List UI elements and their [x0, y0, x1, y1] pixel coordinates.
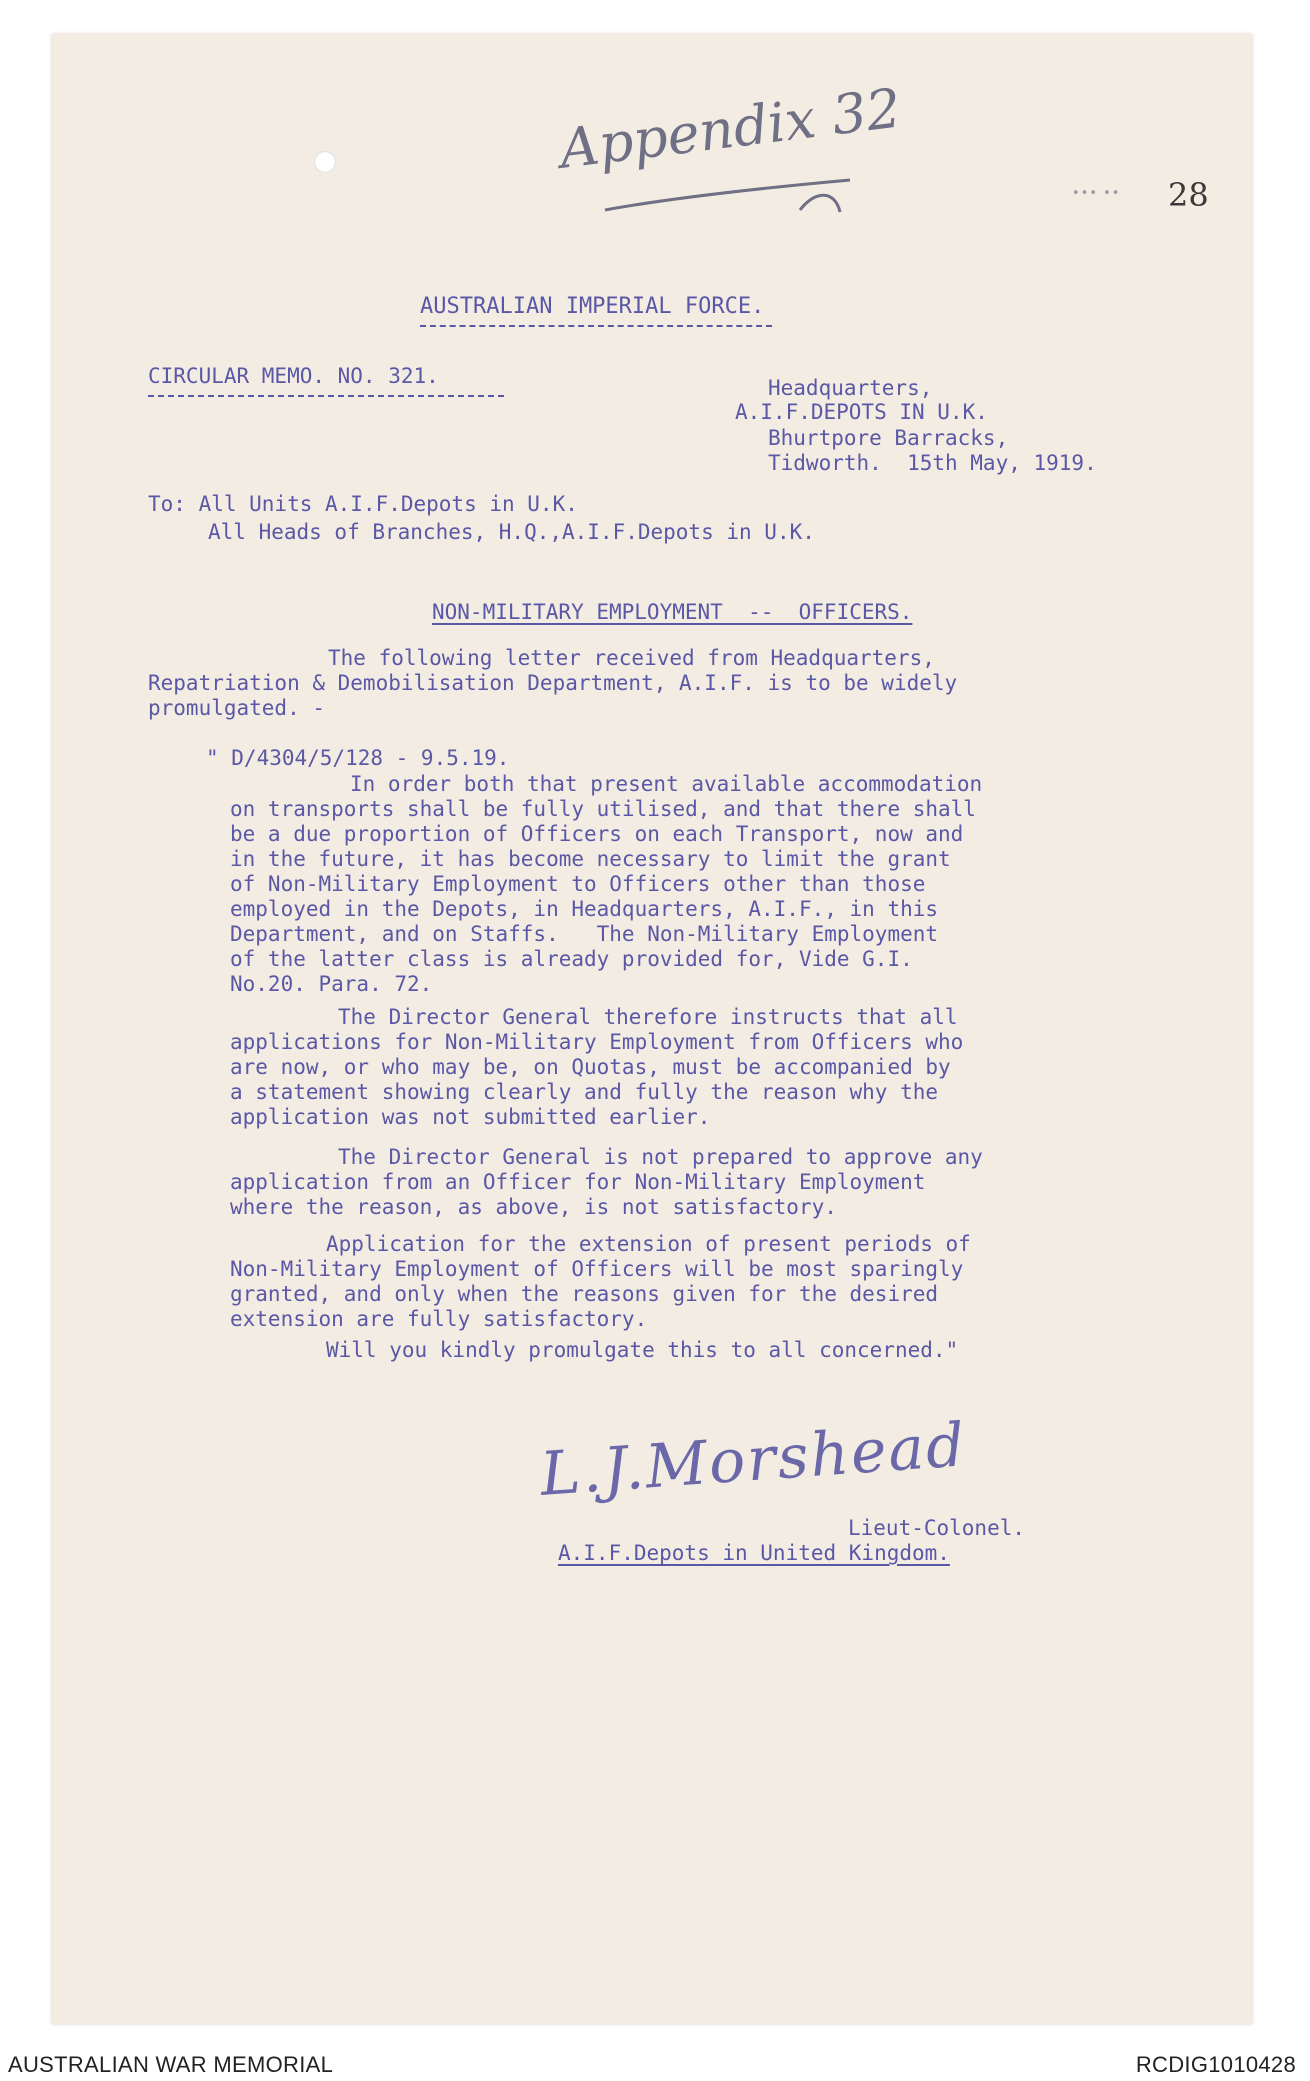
text-line: be a due proportion of Officers on each Transport, now and: [230, 822, 964, 846]
text-line: Application for the extension of present periods of: [326, 1232, 971, 1256]
handwritten-signature: L.J.Morshead: [538, 1410, 969, 1510]
text-line: Will you kindly promulgate this to all concerned.": [326, 1338, 959, 1362]
letter-paragraph-4: [230, 1232, 971, 1332]
text-line: where the reason, as above, is not satisfactory.: [230, 1195, 837, 1219]
text-line: In order both that present available accommodation: [350, 772, 983, 796]
text-line: of the latter class is already provided for, Vide G.I.: [230, 947, 913, 971]
address-line: A.I.F.DEPOTS IN U.K.: [735, 400, 988, 424]
letter-paragraph-2: [230, 1005, 963, 1130]
address-line: Headquarters,: [768, 376, 933, 400]
punch-hole: [314, 151, 336, 173]
addressee-line: All Heads of Branches, H.Q.,A.I.F.Depots in U.K.: [208, 520, 815, 544]
text-line: The Director General therefore instructs that all: [338, 1005, 958, 1029]
footer-source: AUSTRALIAN WAR MEMORIAL: [8, 2052, 334, 2077]
text-line: a statement showing clearly and fully the reason why the: [230, 1080, 939, 1104]
letter-reference: " D/4304/5/128 - 9.5.19.: [206, 746, 510, 770]
footer-id: RCDIG1010428: [1135, 2052, 1296, 2077]
text-line: application was not submitted earlier.: [230, 1105, 711, 1129]
signature-rank: Lieut-Colonel.: [848, 1516, 1026, 1540]
text-line: No.20. Para. 72.: [230, 972, 433, 996]
annotation-strike: [600, 170, 860, 230]
page-number: 28: [1168, 176, 1209, 214]
letter-paragraph-5: [230, 1338, 958, 1363]
letter-paragraph-1: [230, 772, 982, 997]
memo-number: CIRCULAR MEMO. NO. 321.: [148, 364, 504, 397]
text-line: application from an Officer for Non-Military Employment: [230, 1170, 926, 1194]
signature-unit: A.I.F.Depots in United Kingdom.: [558, 1541, 950, 1565]
text-line: employed in the Depots, in Headquarters, A.I.F., in this: [230, 897, 939, 921]
archive-mark: ••• ••: [1072, 186, 1121, 201]
text-line: The following letter received from Headquarters,: [328, 646, 935, 670]
text-line: Non-Military Employment of Officers will be most sparingly: [230, 1257, 964, 1281]
intro-paragraph: [148, 646, 957, 721]
address-line: Bhurtpore Barracks,: [768, 426, 1009, 450]
text-line: extension are fully satisfactory.: [230, 1307, 648, 1331]
text-line: are now, or who may be, on Quotas, must be accompanied by: [230, 1055, 951, 1079]
text-line: on transports shall be fully utilised, and that there shall: [230, 797, 976, 821]
text-line: The Director General is not prepared to approve any: [338, 1145, 983, 1169]
subject-line: NON-MILITARY EMPLOYMENT -- OFFICERS.: [432, 600, 913, 624]
addressee-line: To: All Units A.I.F.Depots in U.K.: [148, 492, 578, 516]
text-line: Department, and on Staffs. The Non-Military Employment: [230, 922, 939, 946]
address-line: Tidworth. 15th May, 1919.: [768, 451, 1097, 475]
document-title: AUSTRALIAN IMPERIAL FORCE.: [420, 294, 772, 327]
text-line: of Non-Military Employment to Officers other than those: [230, 872, 926, 896]
letter-paragraph-3: [230, 1145, 983, 1220]
text-line: Repatriation & Demobilisation Department, A.I.F. is to be widely: [148, 671, 958, 695]
handwritten-annotation: Appendix 32: [556, 76, 905, 181]
text-line: in the future, it has become necessary to limit the grant: [230, 847, 951, 871]
text-line: applications for Non-Military Employment from Officers who: [230, 1030, 964, 1054]
text-line: promulgated. -: [148, 696, 326, 720]
text-line: granted, and only when the reasons given for the desired: [230, 1282, 939, 1306]
